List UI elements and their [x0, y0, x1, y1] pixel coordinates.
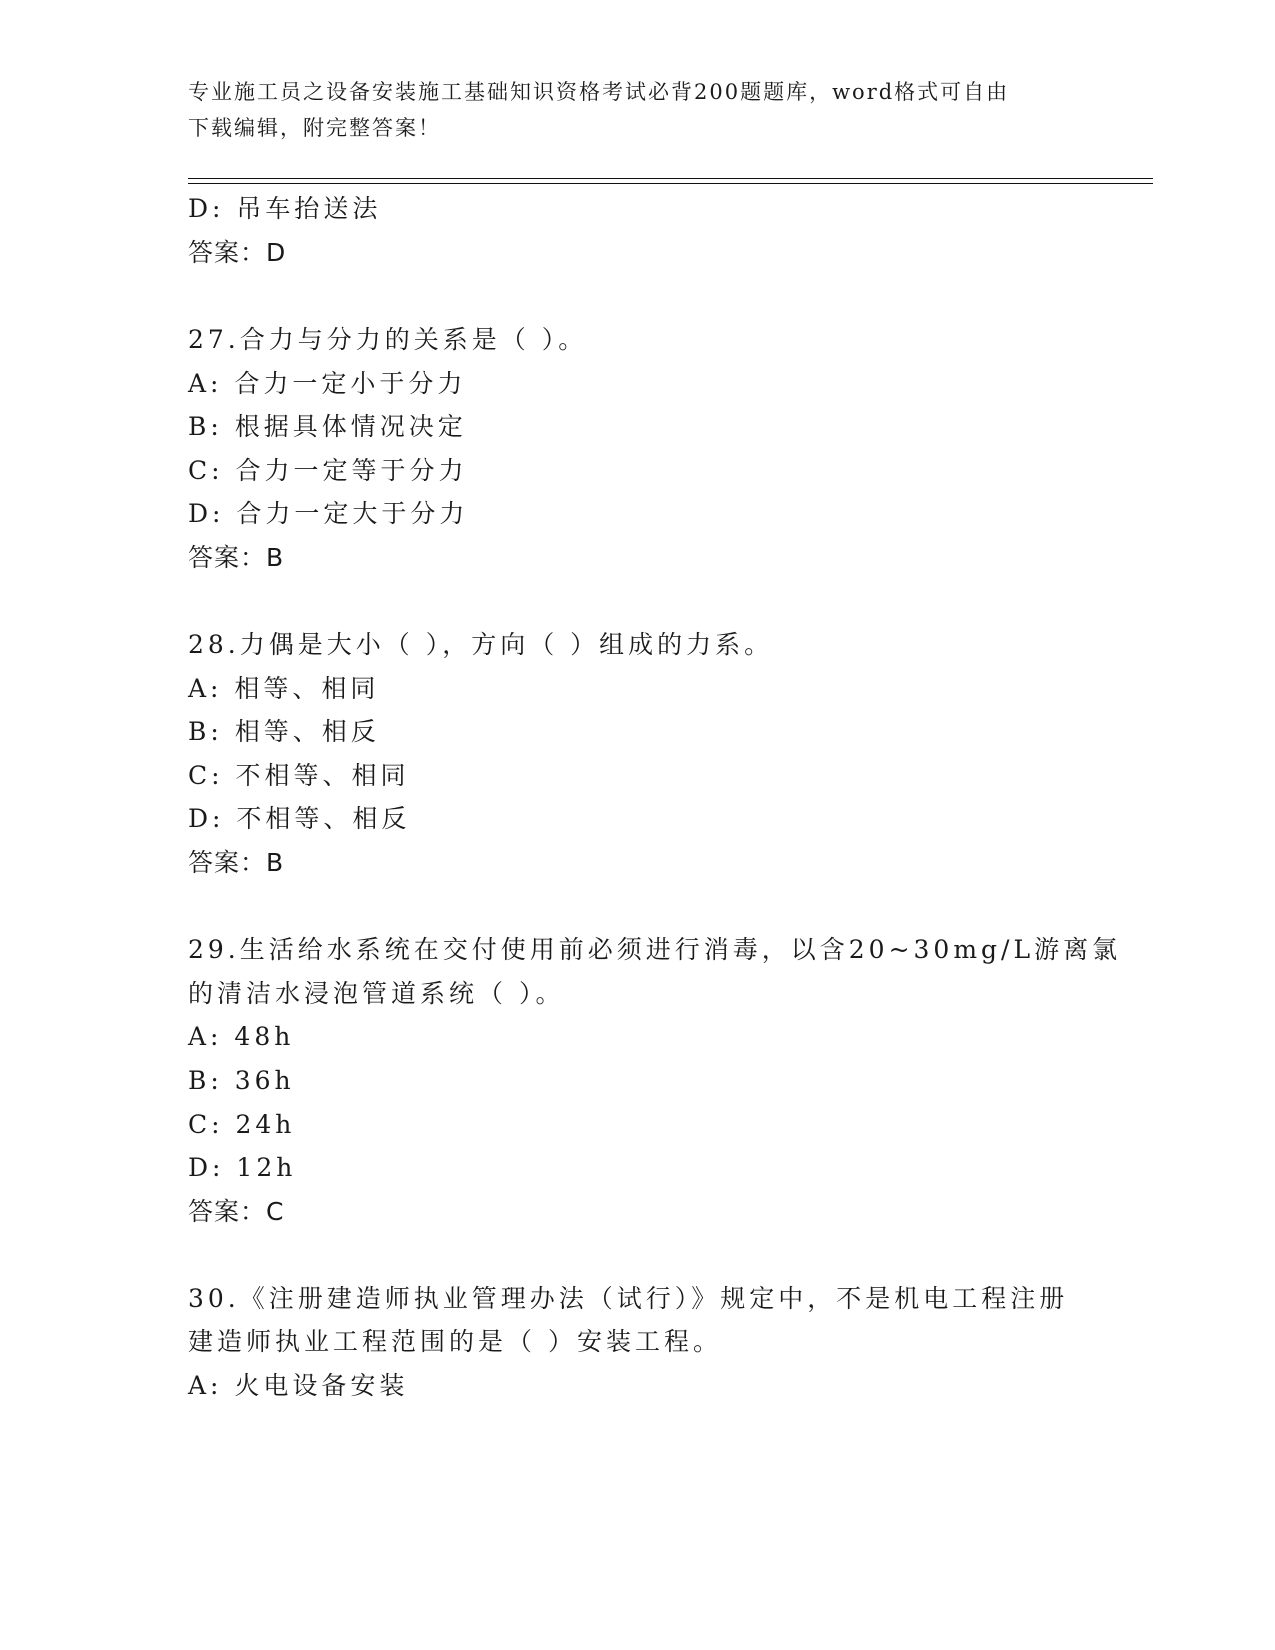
- q28-question: 28.力偶是大小（ ），方向（ ）组成的力系。: [188, 630, 774, 659]
- q27-question: 27.合力与分力的关系是（ ）。: [188, 325, 588, 354]
- q28-option-c: C: 不相等、相同: [188, 761, 410, 790]
- q27-option-d: D: 合力一定大于分力: [188, 499, 469, 528]
- q29-question-line-2: 的清洁水浸泡管道系统（ ）。: [188, 979, 565, 1008]
- q28-option-a: A: 相等、相同: [188, 674, 380, 703]
- header-divider-bottom: [188, 183, 1153, 184]
- q27-option-a: A: 合力一定小于分力: [188, 369, 467, 398]
- q29-option-a: A: 48h: [188, 1022, 295, 1051]
- q26-answer: 答案：D: [188, 238, 287, 267]
- q29-option-d: D: 12h: [188, 1153, 297, 1182]
- header-line-2: 下载编辑，附完整答案！: [188, 116, 441, 140]
- q29-answer: 答案：C: [188, 1197, 285, 1226]
- q28-answer: 答案：B: [188, 848, 285, 877]
- q30-question-line-1: 30.《注册建造师执业管理办法（试行）》规定中，不是机电工程注册: [188, 1284, 1069, 1313]
- q27-option-c: C: 合力一定等于分力: [188, 456, 468, 485]
- q27-answer: 答案：B: [188, 543, 285, 572]
- q29-option-c: C: 24h: [188, 1110, 296, 1139]
- document-header: [188, 74, 1088, 146]
- q28-option-b: B: 相等、相反: [188, 717, 380, 746]
- q27-option-b: B: 根据具体情况决定: [188, 412, 467, 441]
- header-divider-top: [188, 178, 1153, 179]
- q28-option-d: D: 不相等、相反: [188, 804, 411, 833]
- q30-question-line-2: 建造师执业工程范围的是（ ）安装工程。: [188, 1327, 722, 1356]
- q29-option-b: B: 36h: [188, 1066, 295, 1095]
- q30-option-a: A: 火电设备安装: [188, 1371, 409, 1400]
- q29-question-line-1: 29.生活给水系统在交付使用前必须进行消毒，以含20~30mg/L游离氯: [188, 935, 1122, 964]
- header-line-1: 专业施工员之设备安装施工基础知识资格考试必背200题题库，word格式可自由: [188, 80, 1010, 104]
- q26-option-d: D: 吊车抬送法: [188, 194, 382, 223]
